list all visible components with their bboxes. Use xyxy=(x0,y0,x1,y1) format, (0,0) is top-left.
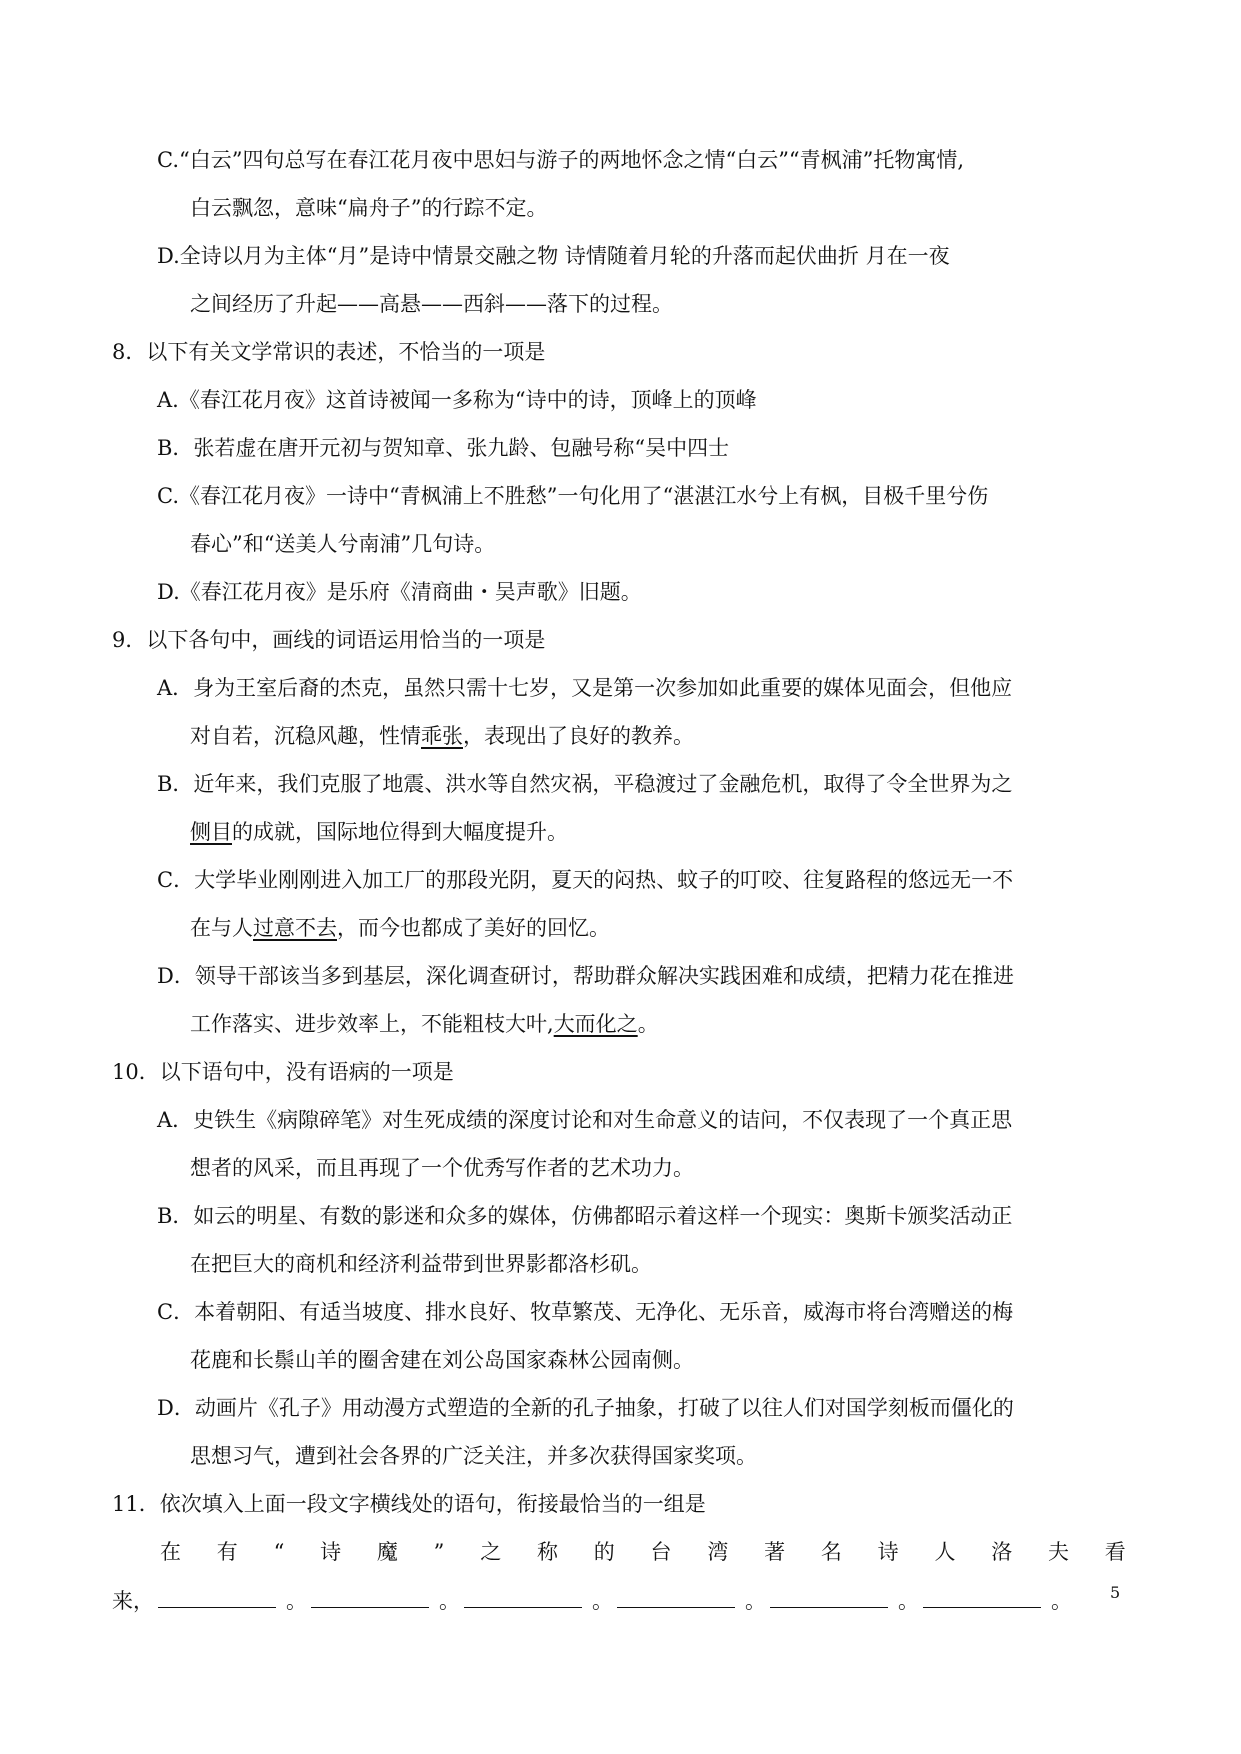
q9-stem: 9．以下各句中，画线的词语运用恰当的一项是 xyxy=(112,628,546,652)
q10-option-c-line2: 花鹿和长鬃山羊的圈舍建在刘公岛国家森林公园南侧。 xyxy=(190,1348,694,1372)
q11-passage-line2: 来， 。 。 。 。 。 。 xyxy=(112,1585,1072,1616)
fill-blank xyxy=(464,1585,582,1608)
q10-option-d-line2: 思想习气，遭到社会各界的广泛关注，并多次获得国家奖项。 xyxy=(190,1444,757,1468)
underlined-term: 过意不去 xyxy=(253,916,337,940)
fill-blank xyxy=(617,1585,735,1608)
q8-option-d: D.《春江花月夜》是乐府《清商曲・吴声歌》旧题。 xyxy=(157,580,642,604)
q10-stem: 10．以下语句中，没有语病的一项是 xyxy=(112,1060,454,1084)
q9-option-b-line1: B．近年来，我们克服了地震、洪水等自然灾祸，平稳渡过了金融危机，取得了令全世界为之 xyxy=(157,772,1013,796)
fill-blank xyxy=(923,1585,1041,1608)
q9-option-a-line1: A．身为王室后裔的杰克，虽然只需十七岁，又是第一次参加如此重要的媒体见面会，但他应 xyxy=(157,676,1013,700)
q7-option-c-line1: C.“白云”四句总写在春江花月夜中思妇与游子的两地怀念之情“白云”“青枫浦”托物寓情, xyxy=(157,148,965,172)
q8-stem: 8．以下有关文学常识的表述，不恰当的一项是 xyxy=(112,340,546,364)
q11-passage-line1: 在 有 “ 诗 魔 ” 之 称 的 台 湾 著 名 诗 人 洛 夫 看 xyxy=(160,1540,1126,1564)
page-number: 5 xyxy=(1110,1583,1121,1602)
q8-option-c-line1: C.《春江花月夜》一诗中“青枫浦上不胜愁”一句化用了“湛湛江水兮上有枫，目极千里兮伤 xyxy=(157,484,989,508)
q8-option-b: B．张若虚在唐开元初与贺知章、张九龄、包融号称“吴中四士 xyxy=(157,436,730,460)
q10-option-b-line2: 在把巨大的商机和经济利益带到世界影都洛杉矶。 xyxy=(190,1252,652,1276)
q10-option-b-line1: B．如云的明星、有数的影迷和众多的媒体，仿佛都昭示着这样一个现实：奥斯卡颁奖活动正 xyxy=(157,1204,1013,1228)
q9-option-a-line2: 对自若，沉稳风趣，性情乖张，表现出了良好的教养。 xyxy=(190,724,694,748)
q7-option-d-line2: 之间经历了升起——高悬——西斜——落下的过程。 xyxy=(190,292,673,316)
q7-option-d-line1: D.全诗以月为主体“月”是诗中情景交融之物 诗情随着月轮的升落而起伏曲折 月在一夜 xyxy=(157,244,950,268)
q11-stem: 11．依次填入上面一段文字横线处的语句，衔接最恰当的一组是 xyxy=(112,1492,706,1516)
q9-option-d-line2: 工作落实、进步效率上，不能粗枝大叶,大而化之。 xyxy=(190,1012,659,1036)
underlined-term: 侧目 xyxy=(190,820,232,844)
q9-option-c-line2: 在与人过意不去，而今也都成了美好的回忆。 xyxy=(190,916,610,940)
q9-option-c-line1: C．大学毕业刚刚进入加工厂的那段光阴，夏天的闷热、蚊子的叮咬、往复路程的悠远无一不 xyxy=(157,868,1014,892)
q8-option-a: A.《春江花月夜》这首诗被闻一多称为“诗中的诗，顶峰上的顶峰 xyxy=(157,388,757,412)
q7-option-c-line2: 白云飘忽，意味“扁舟子”的行踪不定。 xyxy=(190,196,548,220)
underlined-term: 乖张 xyxy=(421,724,463,748)
q10-option-a-line2: 想者的风采，而且再现了一个优秀写作者的艺术功力。 xyxy=(190,1156,694,1180)
q10-option-a-line1: A．史铁生《病隙碎笔》对生死成绩的深度讨论和对生命意义的诘问，不仅表现了一个真正思 xyxy=(157,1108,1013,1132)
underlined-term: 大而化之 xyxy=(553,1012,638,1036)
q9-option-d-line1: D．领导干部该当多到基层，深化调查研讨，帮助群众解决实践困难和成绩，把精力花在推进 xyxy=(157,964,1014,988)
q8-option-c-line2: 春心”和“送美人兮南浦”几句诗。 xyxy=(190,532,496,556)
q10-option-c-line1: C．本着朝阳、有适当坡度、排水良好、牧草繁茂、无净化、无乐音，威海市将台湾赠送的梅 xyxy=(157,1300,1014,1324)
q10-option-d-line1: D．动画片《孔子》用动漫方式塑造的全新的孔子抽象，打破了以往人们对国学刻板而僵化的 xyxy=(157,1396,1014,1420)
fill-blank xyxy=(158,1585,276,1608)
fill-blank xyxy=(770,1585,888,1608)
fill-blank xyxy=(311,1585,429,1608)
q9-option-b-line2: 侧目的成就，国际地位得到大幅度提升。 xyxy=(190,820,568,844)
